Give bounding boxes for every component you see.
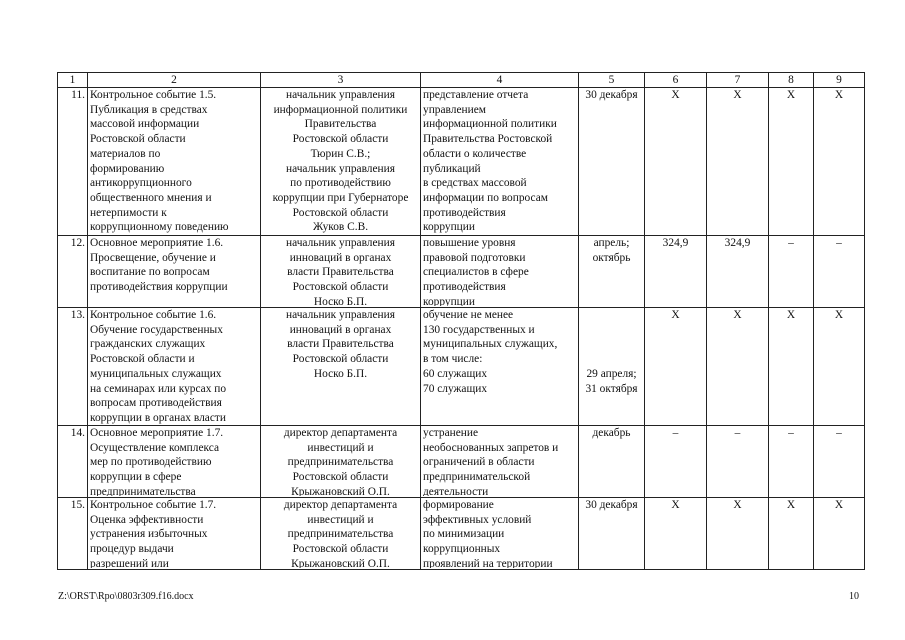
cell-line: начальник управления [286, 162, 395, 175]
cell-col-5 [579, 88, 645, 236]
cell-line: представление отчета [423, 89, 529, 101]
cell-line: Просвещение, обучение и [90, 251, 216, 264]
cell-line: проявлений на территории [423, 557, 553, 568]
cell-col-2 [88, 426, 261, 498]
row-number-cell: 14. [58, 426, 88, 498]
cell-line: Правительства Ростовской [423, 133, 553, 146]
table-row [58, 308, 865, 426]
cell-line: воспитание по вопросам [90, 266, 210, 279]
cell-line: деятельности [423, 485, 489, 496]
header-cell: 6 [645, 73, 707, 88]
cell-line: 70 служащих [423, 382, 488, 395]
cell-line: начальник управления [286, 89, 395, 101]
cell-col-4 [421, 88, 579, 236]
cell-col-4 [421, 426, 579, 498]
cell-line: Крыжановский О.П. [291, 557, 390, 568]
value-cell-col-8: Х [769, 498, 814, 570]
value-cell-col-6: Х [645, 88, 707, 236]
cell-line: коррупционному поведению [90, 221, 229, 234]
cell-line: Осуществление комплекса [90, 441, 220, 454]
cell-line: Оценка эффективности [90, 513, 204, 526]
value-cell-col-7: 324,9 [707, 236, 769, 308]
cell-line: директор департамента [283, 499, 398, 511]
cell-line: власти Правительства [287, 338, 394, 351]
cell-line: предпринимательства [90, 485, 196, 496]
cell-col-4 [421, 308, 579, 426]
cell-line [581, 323, 642, 338]
cell-line: Ростовской области [292, 471, 389, 484]
cell-line: обучение не менее [423, 309, 514, 321]
cell-line: инвестиций и [307, 441, 374, 454]
cell-line: процедур выдачи [90, 543, 174, 556]
header-cell: 5 [579, 73, 645, 88]
cell-line: разрешений или [90, 557, 169, 568]
cell-line: Ростовской области [292, 281, 389, 294]
cell-line: информационной политики [273, 103, 408, 116]
header-cell: 7 [707, 73, 769, 88]
value-cell-col-7: – [707, 426, 769, 498]
value-cell-col-6: Х [645, 308, 707, 426]
cell-line: Основное мероприятие 1.7. [90, 427, 224, 439]
cell-line: Обучение государственных [90, 323, 223, 336]
cell-line: 130 государственных и [423, 323, 535, 336]
cell-line: 31 октября [585, 382, 638, 395]
cell-col-5 [579, 308, 645, 426]
value-cell-col-9: Х [814, 498, 865, 570]
cell-line: 29 апреля; [586, 367, 637, 380]
cell-line: по противодействию [290, 177, 391, 190]
cell-line: Крыжановский О.П. [291, 485, 390, 496]
cell-line: общественного мнения и [90, 191, 212, 204]
header-cell: 1 [58, 73, 88, 88]
header-cell: 9 [814, 73, 865, 88]
cell-line: противодействия коррупции [90, 281, 228, 294]
cell-line: 30 декабря [585, 89, 638, 101]
cell-line: Контрольное событие 1.6. [90, 309, 217, 321]
cell-line: по минимизации [423, 528, 505, 541]
cell-line: противодействия [423, 206, 506, 219]
footer-page-number: 10 [849, 591, 859, 602]
cell-col-5 [579, 236, 645, 308]
cell-line: в средствах массовой [423, 177, 527, 190]
value-cell-col-9: Х [814, 308, 865, 426]
value-cell-col-6: Х [645, 498, 707, 570]
cell-line: коррупции в органах власти [90, 411, 226, 424]
cell-line: директор департамента [283, 427, 398, 439]
value-cell-col-6: 324,9 [645, 236, 707, 308]
value-cell-col-7: Х [707, 308, 769, 426]
cell-col-5 [579, 498, 645, 570]
cell-line: муниципальных служащих, [423, 338, 558, 351]
cell-line: эффективных условий [423, 513, 532, 526]
cell-line: Публикация в средствах [90, 103, 208, 116]
header-cell: 4 [421, 73, 579, 88]
header-cell: 2 [88, 73, 261, 88]
cell-col-2 [88, 236, 261, 308]
cell-line: Правительства [304, 118, 377, 131]
cell-col-3 [261, 236, 421, 308]
table-header-row [58, 73, 865, 88]
cell-line: специалистов в сфере [423, 266, 529, 279]
value-cell-col-9: Х [814, 88, 865, 236]
cell-line [581, 352, 642, 367]
cell-line: начальник управления [286, 237, 395, 249]
table-row [58, 88, 865, 236]
cell-line: информационной политики [423, 118, 557, 131]
cell-line: правовой подготовки [423, 251, 526, 264]
cell-line: коррупционных [423, 543, 501, 556]
cell-line: нетерпимости к [90, 206, 167, 219]
cell-line: информации по вопросам [423, 191, 548, 204]
cell-line: предпринимательской [423, 471, 531, 484]
cell-line: в том числе: [423, 353, 483, 366]
cell-line: гражданских служащих [90, 338, 206, 351]
value-cell-col-7: Х [707, 88, 769, 236]
cell-col-3 [261, 88, 421, 236]
cell-line: Ростовской области и [90, 353, 195, 366]
table-row [58, 498, 865, 570]
cell-line: Тюрин С.В.; [310, 147, 371, 160]
cell-line: предпринимательства [287, 528, 394, 541]
cell-line: Контрольное событие 1.5. [90, 89, 217, 101]
cell-line: области о количестве [423, 147, 527, 160]
cell-line: массовой информации [90, 118, 200, 131]
cell-col-4 [421, 498, 579, 570]
cell-line [581, 308, 642, 323]
cell-line: коррупции [423, 295, 475, 306]
value-cell-col-9: – [814, 236, 865, 308]
cell-line: коррупции при Губернаторе [272, 191, 409, 204]
cell-line: Ростовской области [292, 543, 389, 556]
row-number-cell: 15. [58, 498, 88, 570]
cell-line: устранение [423, 427, 479, 439]
cell-line: противодействия [423, 281, 506, 294]
cell-line: 30 декабря [585, 499, 638, 511]
cell-line: Ростовской области [292, 353, 389, 366]
cell-col-5 [579, 426, 645, 498]
table-body [58, 88, 865, 570]
value-cell-col-6: – [645, 426, 707, 498]
cell-line: Ростовской области [90, 133, 186, 146]
value-cell-col-8: Х [769, 88, 814, 236]
value-cell-col-8: – [769, 426, 814, 498]
cell-line: мер по противодействию [90, 456, 212, 469]
cell-line: Носко Б.П. [313, 367, 368, 380]
cell-line: начальник управления [286, 309, 395, 321]
value-cell-col-8: Х [769, 308, 814, 426]
cell-line: вопросам противодействия [90, 397, 222, 410]
cell-col-2 [88, 88, 261, 236]
cell-line: власти Правительства [287, 266, 394, 279]
row-number-cell: 12. [58, 236, 88, 308]
cell-line: управлением [423, 103, 486, 116]
cell-line: необоснованных запретов и [423, 441, 559, 454]
cell-line: устранения избыточных [90, 528, 208, 541]
cell-col-3 [261, 308, 421, 426]
cell-line [581, 337, 642, 352]
value-cell-col-7: Х [707, 498, 769, 570]
cell-line: муниципальных служащих [90, 367, 222, 380]
cell-line: Основное мероприятие 1.6. [90, 237, 224, 249]
cell-line: формированию [90, 162, 165, 175]
cell-col-2 [88, 308, 261, 426]
document-table [57, 72, 865, 570]
cell-line: Носко Б.П. [313, 295, 368, 306]
cell-line: апрель; [593, 237, 630, 249]
cell-line: публикаций [423, 162, 481, 175]
cell-line: повышение уровня [423, 237, 516, 249]
cell-line: коррупции [423, 221, 475, 234]
cell-line: материалов по [90, 147, 161, 160]
cell-col-3 [261, 498, 421, 570]
row-number-cell: 11. [58, 88, 88, 236]
cell-line: инвестиций и [307, 513, 374, 526]
row-number-cell: 13. [58, 308, 88, 426]
value-cell-col-8: – [769, 236, 814, 308]
cell-col-2 [88, 498, 261, 570]
cell-line: Жуков С.В. [312, 221, 369, 234]
cell-line: Ростовской области [292, 133, 389, 146]
cell-line: коррупции в сфере [90, 471, 182, 484]
cell-line: предпринимательства [287, 456, 394, 469]
cell-line: на семинарах или курсах по [90, 382, 227, 395]
cell-line: 60 служащих [423, 367, 488, 380]
cell-line: Контрольное событие 1.7. [90, 499, 217, 511]
cell-col-4 [421, 236, 579, 308]
cell-line: октябрь [592, 251, 631, 264]
cell-line: антикоррупционного [90, 177, 192, 190]
table-row [58, 236, 865, 308]
header-cell: 3 [261, 73, 421, 88]
cell-line: инноваций в органах [289, 323, 392, 336]
header-cell: 8 [769, 73, 814, 88]
cell-line: Ростовской области [292, 206, 389, 219]
cell-line: декабрь [592, 427, 631, 439]
cell-line: формирование [423, 499, 494, 511]
table-row [58, 426, 865, 498]
cell-col-3 [261, 426, 421, 498]
cell-line: инноваций в органах [289, 251, 392, 264]
value-cell-col-9: – [814, 426, 865, 498]
footer-file-path: Z:\ORST\Rpo\0803r309.f16.docx [58, 591, 194, 602]
cell-line: ограничений в области [423, 456, 535, 469]
